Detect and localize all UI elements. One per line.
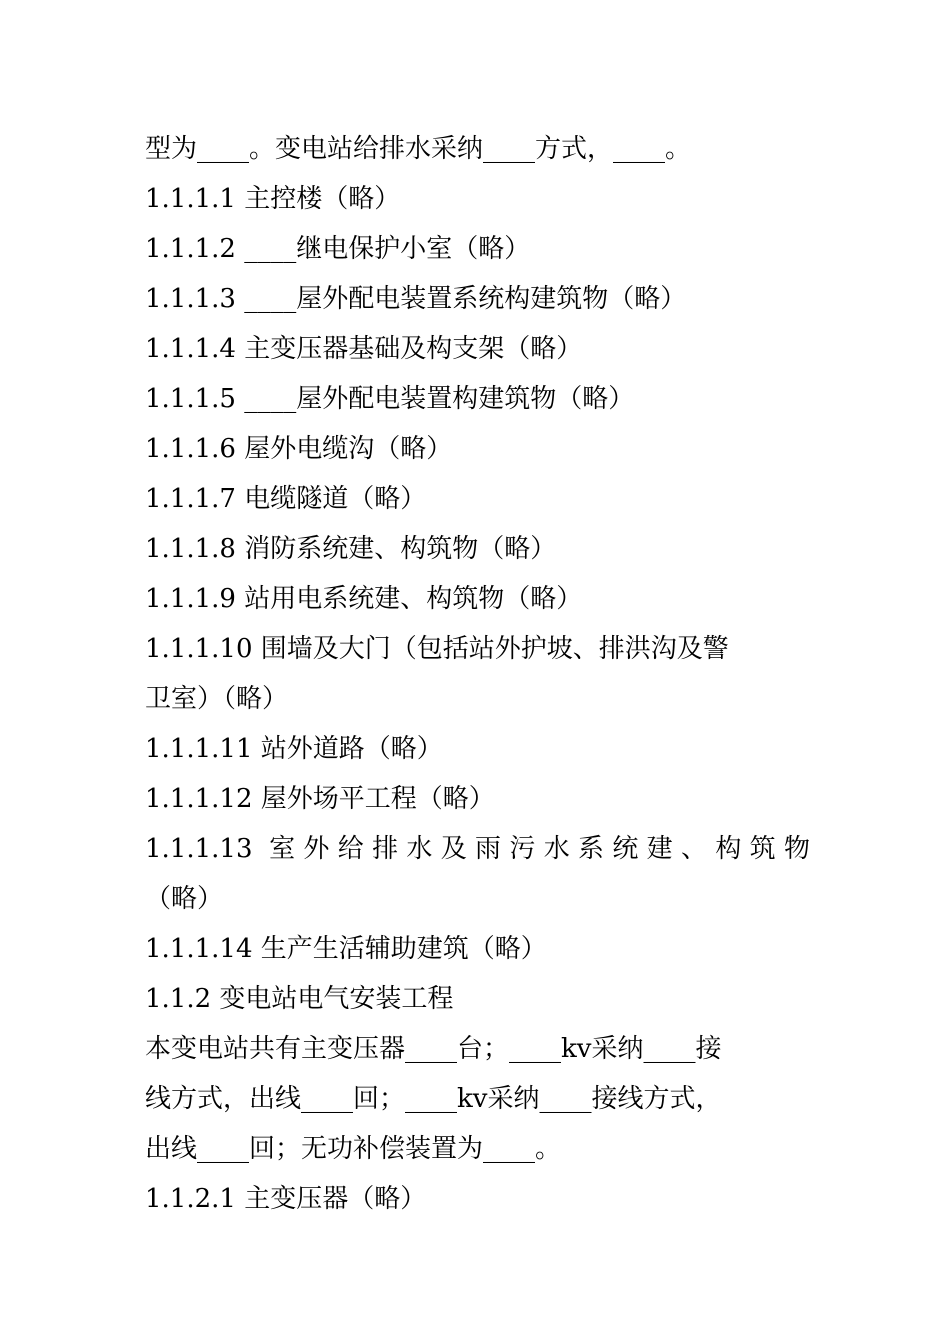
section-heading: 1.1.1.2 ____继电保护小室（略） [145,234,531,264]
section-heading-continued: （略） [145,884,224,914]
section-heading: 1.1.1.10 围墙及大门（包括站外护坡、排洪沟及警 [145,634,729,664]
section-heading: 1.1.1.6 屋外电缆沟（略） [145,434,453,464]
section-heading: 1.1.1.12 屋外场平工程（略） [145,784,495,814]
section-heading: 1.1.1.8 消防系统建、构筑物（略） [145,534,557,564]
text-line: 型为____。变电站给排水采纳____方式，____。 [145,134,692,164]
section-heading: 1.1.1.1 主控楼（略） [145,184,401,214]
section-heading: 1.1.1.5 ____屋外配电装置构建筑物（略） [145,384,635,414]
section-heading: 1.1.1.14 生产生活辅助建筑（略） [145,934,547,964]
paragraph-line: 出线____回；无功补偿装置为____。 [145,1134,562,1164]
section-heading: 1.1.2.1 主变压器（略） [145,1184,427,1214]
section-heading: 1.1.1.3 ____屋外配电装置系统构建筑物（略） [145,284,687,314]
section-heading-continued: 卫室）（略） [145,684,289,714]
section-heading: 1.1.1.4 主变压器基础及构支架（略） [145,334,583,364]
section-heading: 1.1.1.13 室外给排水及雨污水系统建、构筑物 [145,834,810,864]
section-heading: 1.1.1.9 站用电系统建、构筑物（略） [145,584,583,614]
paragraph-line: 本变电站共有主变压器____台；____kv采纳____接 [145,1034,722,1064]
document-body [145,124,810,1224]
section-heading: 1.1.1.11 站外道路（略） [145,734,443,764]
paragraph-line: 线方式，出线____回；____kv采纳____接线方式， [145,1084,722,1114]
section-heading: 1.1.1.7 电缆隧道（略） [145,484,427,514]
section-heading: 1.1.2 变电站电气安装工程 [145,984,454,1014]
